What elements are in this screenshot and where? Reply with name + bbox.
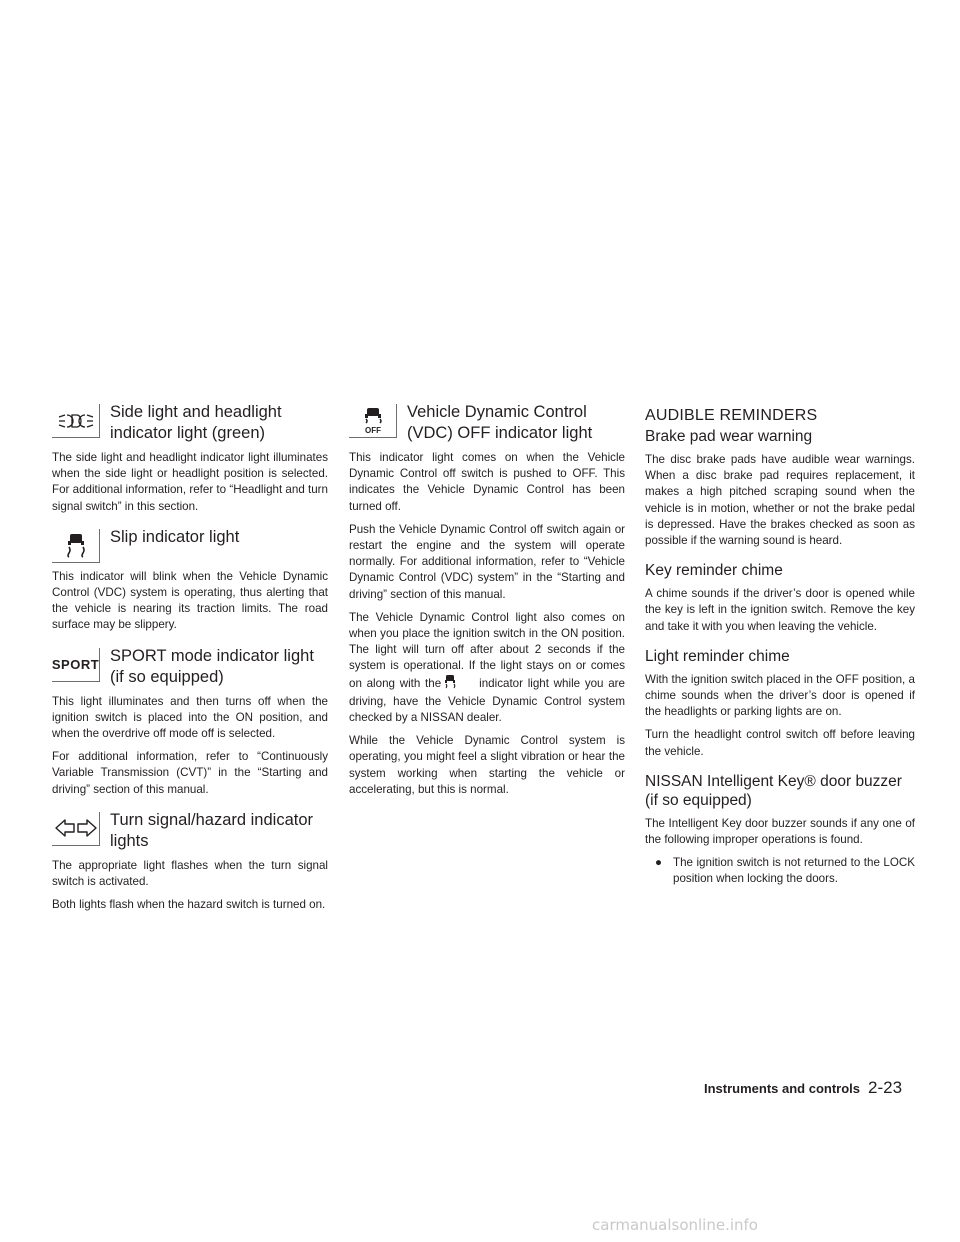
intelligent-key-text: The Intelligent Key door buzzer sounds if any one of the following improper operations is found. bbox=[645, 816, 915, 847]
intelligent-key-title: NISSAN Intelligent Key® door buzzer (if so equipped) bbox=[645, 772, 902, 809]
light-reminder-text-2: Turn the headlight control switch off before leaving the vehicle. bbox=[645, 728, 915, 758]
sport-mode-icon bbox=[52, 648, 100, 682]
middle-column bbox=[349, 402, 625, 810]
side-light-text: The side light and headlight indicator light illuminates when the side light or headlight position is selected. For additional information, refer to “Headlight and turn signal switch” in this section. bbox=[52, 451, 328, 513]
intelligent-key-bullet-text: The ignition switch is not returned to the LOCK position when locking the doors. bbox=[673, 856, 915, 886]
vdc-text-3 bbox=[349, 610, 625, 726]
light-reminder-text-1: With the ignition switch placed in the OFF position, a chime sounds when the driver’s door is opened if the headlights or parking lights are on. bbox=[645, 672, 915, 719]
turn-signal-text-2: Both lights flash when the hazard switch is turned on. bbox=[52, 898, 326, 912]
vdc-text-1: This indicator light comes on when the Vehicle Dynamic Control off switch is pushed to OFF. This indicates the Vehicle Dynamic Control has been turned off. bbox=[349, 451, 625, 513]
sport-icon-label: SPORT bbox=[51, 656, 100, 672]
right-column bbox=[645, 402, 915, 907]
vdc-text-2: Push the Vehicle Dynamic Control off switch again or restart the engine and the system will operate normally. For additional information, refer to “Vehicle Dynamic Control (VDC) system” in the “Starting and driving” section of this manual. bbox=[349, 522, 625, 601]
vdc-text-3b: indicator light while you are driving, have the Vehicle Dynamic Control system checked by a NISSAN dealer. bbox=[349, 676, 625, 725]
slip-indicator-icon bbox=[52, 529, 100, 563]
slip-text: This indicator will blink when the Vehicle Dynamic Control (VDC) system is operating, thus alerting that the vehicle is nearing its traction limits. The road surface may be slippery. bbox=[52, 569, 328, 632]
bullet-dot-icon: ● bbox=[655, 856, 663, 870]
footer-page-number: 2-23 bbox=[868, 1078, 903, 1097]
turn-signal-title: Turn signal/hazard indicator lights bbox=[110, 810, 313, 850]
watermark: carmanualsonline.info bbox=[592, 1216, 758, 1234]
slip-inline-icon bbox=[443, 675, 477, 694]
slip-header bbox=[52, 527, 328, 563]
side-light-icon bbox=[52, 404, 100, 438]
vdc-text-4: While the Vehicle Dynamic Control system is operating, you might feel a slight vibration or hear the system working when starting the vehicle or accelerating, but this is normal. bbox=[349, 734, 625, 796]
sport-text-1: This light illuminates and then turns off when the ignition switch is placed into the ON position, and when the overdrive off mode off is selected. bbox=[52, 694, 328, 741]
turn-signal-section bbox=[52, 810, 328, 914]
turn-signal-arrows-icon bbox=[52, 812, 100, 846]
turn-signal-text-1: The appropriate light flashes when the turn signal switch is activated. bbox=[52, 858, 328, 889]
key-reminder-section bbox=[645, 561, 915, 635]
vdc-header bbox=[349, 402, 625, 444]
brake-title: Brake pad wear warning bbox=[645, 428, 813, 445]
side-light-section bbox=[52, 402, 328, 515]
brake-text: The disc brake pads have audible wear warnings. When a disc brake pad requires replacement, it makes a high pitched scraping sound when the vehicle is in motion, whether or not the brake pedal is depressed. Have the brakes checked as soon as possible if the warning sound is heard. bbox=[645, 453, 915, 548]
side-light-header bbox=[52, 402, 328, 444]
slip-title: Slip indicator light bbox=[110, 527, 240, 546]
left-column bbox=[52, 402, 328, 925]
key-reminder-title: Key reminder chime bbox=[645, 562, 783, 580]
side-light-title: Side light and headlight indicator light (green) bbox=[110, 403, 282, 442]
vdc-section bbox=[349, 402, 625, 798]
vdc-off-icon bbox=[349, 404, 397, 438]
turn-signal-header bbox=[52, 810, 328, 852]
vdc-title: Vehicle Dynamic Control (VDC) OFF indicator light bbox=[407, 403, 593, 442]
footer-section-name: Instruments and controls bbox=[704, 1081, 861, 1096]
light-reminder-title: Light reminder chime bbox=[645, 647, 790, 665]
page-footer bbox=[704, 1078, 902, 1098]
light-reminder-section bbox=[645, 647, 915, 760]
vdc-text-3a: The Vehicle Dynamic Control light also comes on when you place the ignition switch in the ON position. The light will turn off after about 2 seconds if the system is operational. If the light stays on or comes on along with the bbox=[349, 610, 625, 690]
sport-section bbox=[52, 646, 328, 798]
brake-section bbox=[645, 427, 915, 549]
slip-section bbox=[52, 527, 328, 634]
audible-reminders-heading: AUDIBLE REMINDERS bbox=[645, 407, 818, 424]
intelligent-key-bullet bbox=[645, 855, 915, 894]
vdc-icon-label: OFF bbox=[364, 425, 381, 435]
key-reminder-text: A chime sounds if the driver’s door is opened while the key is left in the ignition switch. Remove the key and take it with you when leaving the vehicle. bbox=[645, 587, 915, 633]
sport-header bbox=[52, 646, 328, 688]
sport-title: SPORT mode indicator light (if so equipped) bbox=[110, 646, 314, 686]
sport-text-2: For additional information, refer to “Continuously Variable Transmission (CVT)” in the “Starting and driving” section of this manual. bbox=[52, 750, 328, 796]
intelligent-key-section bbox=[645, 772, 915, 895]
